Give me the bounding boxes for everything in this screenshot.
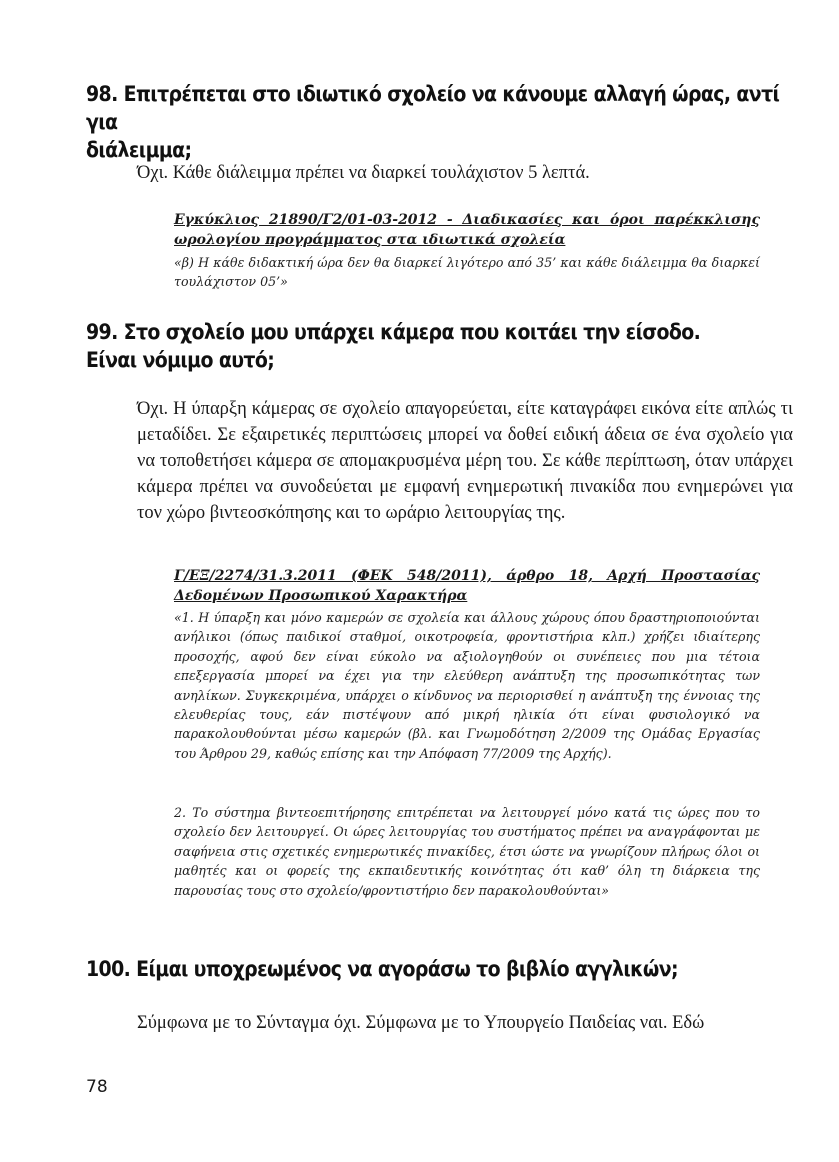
question-98-line-1: 98. Επιτρέπεται στο ιδιωτικό σχολείο να κάνουμε αλλαγή ώρας, αντί για [86,82,780,134]
reference-99: Γ/ΕΞ/2274/31.3.2011 (ΦΕΚ 548/2011), άρθρο 18, Αρχή Προστασίας Δεδομένων Προσωπικού Χαρακτήρα [174,568,760,604]
question-98-line-2: διάλειμμα; [86,138,192,162]
reference-98: Εγκύκλιος 21890/Γ2/01-03-2012 - Διαδικασίες και όροι παρέκκλισης ωρολογίου προγράμματος στα ιδιωτικά σχολεία [174,212,760,248]
page-number: 78 [86,1077,108,1097]
question-99-line-2: Είναι νόμιμο αυτό; [86,348,275,372]
quote-99-part-2: 2. Το σύστημα βιντεοεπιτήρησης επιτρέπεται να λειτουργεί μόνο κατά τις ώρες που το σχολείο δεν λειτουργεί. Οι ώρες λειτουργίας του συστήματος πρέπει να αναγράφονται με σαφήνεια στις σχετικές ενημερωτικές πινακίδες, έτσι ώστε να γνωρίζουν πλήρως όλοι οι μαθητές και οι φορείς της εκπαιδευτικής κοινότητας ότι καθ’ όλη τη διάρκεια της παρουσίας τους στο σχολείο/φροντιστήριο δεν παρακολουθούνται» [174,805,760,898]
question-99-heading [86,318,786,374]
answer-100: Σύμφωνα με το Σύνταγμα όχι. Σύμφωνα με το Υπουργείο Παιδείας ναι. Εδώ [137,1013,705,1033]
question-98-heading [86,80,786,164]
answer-98: Όχι. Κάθε διάλειμμα πρέπει να διαρκεί τουλάχιστον 5 λεπτά. [137,163,590,183]
answer-99: Όχι. Η ύπαρξη κάμερας σε σχολείο απαγορεύεται, είτε καταγράφει εικόνα είτε απλώς τι μεταδίδει. Σε εξαιρετικές περιπτώσεις μπορεί να δοθεί ειδική άδεια σε ένα σχολείο για να τοποθετήσει κάμερα σε απομακρυσμένα μέρη του. Σε κάθε περίπτωση, όταν υπάρχει κάμερα πρέπει να συνοδεύεται με εμφανή ενημερωτική πινακίδα που ενημερώνει για τον χώρο βιντεοσκόπησης και το ωράριο λειτουργίας της. [137,399,793,523]
question-99-line-1: 99. Στο σχολείο μου υπάρχει κάμερα που κοιτάει την είσοδο. [86,320,701,344]
quote-99-part-1: «1. Η ύπαρξη και μόνο καμερών σε σχολεία και άλλους χώρους όπου δραστηριοποιούνται ανήλικοι (όπως παιδικοί σταθμοί, οικοτροφεία, φροντιστήρια κλπ.) χρήζει ιδιαίτερης προσοχής, αφού δεν είναι εύκολο να αξιολογηθούν οι συνέπειες που μια τέτοια επεξεργασία μπορεί να έχει για την ελεύθερη ανάπτυξη της προσωπικότητας των ανηλίκων. Συγκεκριμένα, υπάρχει ο κίνδυνος να περιορισθεί η ανάπτυξη της έννοιας της ελευθερίας τους, εάν πιστέψουν από μικρή ηλικία ότι είναι φυσιολογικό να παρακολουθούνται μέσω καμερών (βλ. και Γνωμοδότηση 2/2009 της Ομάδας Εργασίας του Άρθρου 29, καθώς επίσης και την Απόφαση 77/2009 της Αρχής). [174,610,760,761]
question-100-heading: 100. Είμαι υποχρεωμένος να αγοράσω το βιβλίο αγγλικών; [86,957,678,981]
quote-98: «β) Η κάθε διδακτική ώρα δεν θα διαρκεί λιγότερο από 35’ και κάθε διάλειμμα θα διαρκεί τουλάχιστον 05’» [174,255,760,290]
